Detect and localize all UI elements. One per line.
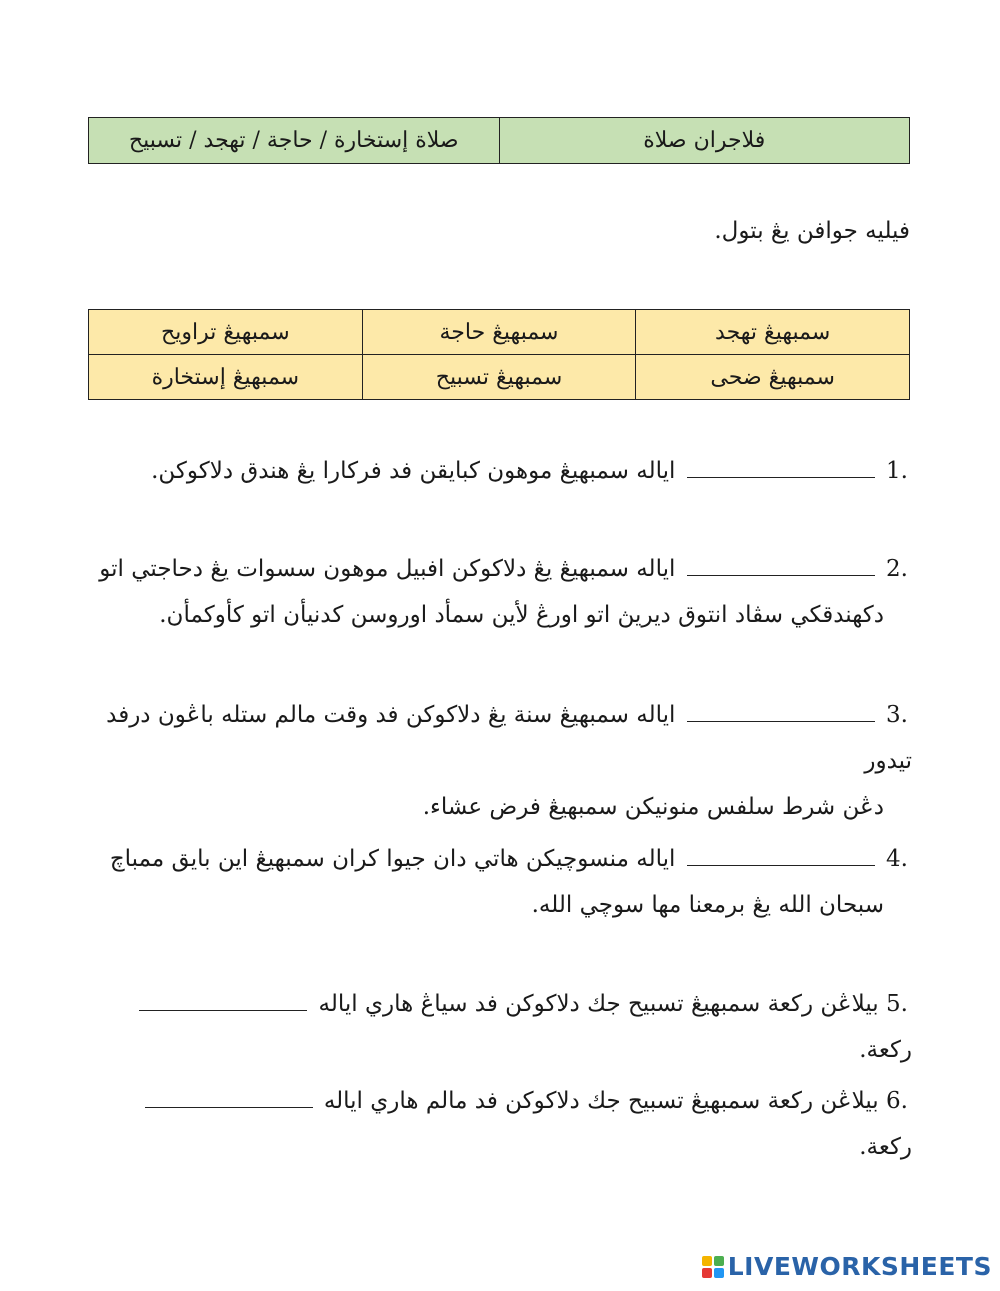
logo-text: LIVEWORKSHEETS [727, 1252, 992, 1281]
question-number: 2. [886, 556, 908, 582]
question-text-end: ركعة. [859, 1037, 912, 1063]
question-text: اياله منسوچيكن هاتي دان جيوا كران سمبهيڠ اين بايق ممباچ [109, 846, 676, 872]
answer-blank-5[interactable] [139, 988, 307, 1011]
answer-blank-3[interactable] [687, 699, 875, 722]
question-number: 4. [886, 846, 908, 872]
logo-square-red [702, 1268, 712, 1278]
question-number: 6. [886, 1088, 908, 1114]
answer-blank-4[interactable] [687, 843, 875, 866]
title-table [88, 117, 910, 164]
logo-square-blue [714, 1268, 724, 1278]
question-3 [90, 692, 912, 830]
word-bank-option: سمبهيڠ تراويح [89, 310, 363, 355]
question-text: اياله سمبهيڠ موهون كبايقن فد فركارا يڠ هندق دلاكوكن. [151, 458, 676, 484]
liveworksheets-logo [702, 1252, 992, 1281]
word-bank-option: سمبهيڠ تهجد [636, 310, 910, 355]
question-number: 3. [886, 702, 908, 728]
word-bank-option: سمبهيڠ حاجة [362, 310, 636, 355]
instruction-text: فيليه جوافن يڠ بتول. [714, 218, 910, 244]
question-1 [90, 448, 912, 494]
word-bank-table [88, 309, 910, 400]
question-text: اياله سمبهيڠ سنة يڠ دلاكوكن فد وقت مالم ستله باڠون درفد تيدور [106, 702, 912, 774]
word-bank-option: سمبهيڠ إستخارة [89, 355, 363, 400]
question-number: 5. [886, 991, 908, 1017]
answer-blank-2[interactable] [687, 553, 875, 576]
question-6 [90, 1078, 912, 1170]
question-text: بيلاڠن ركعة سمبهيڠ تسبيح جك دلاكوكن فد مالم هاري اياله [323, 1088, 879, 1114]
liveworksheets-logo-icon [702, 1256, 724, 1278]
logo-square-yellow [702, 1256, 712, 1266]
question-text-continued: دڠن شرط سلفس منونيكن سمبهيڠ فرض عشاء. [422, 794, 884, 820]
question-text-end: ركعة. [859, 1134, 912, 1160]
question-number: 1. [886, 458, 908, 484]
question-text: اياله سمبهيڠ يڠ دلاكوكن افبيل موهون سسوات يڠ دحاجتي اتو [99, 556, 676, 582]
word-bank-option: سمبهيڠ ضحى [636, 355, 910, 400]
word-bank-option: سمبهيڠ تسبيح [362, 355, 636, 400]
question-text-continued: سبحان الله يڠ برمعنا مها سوچي الله. [531, 892, 884, 918]
logo-square-green [714, 1256, 724, 1266]
answer-blank-1[interactable] [687, 455, 875, 478]
question-text: بيلاڠن ركعة سمبهيڠ تسبيح جك دلاكوكن فد سياڠ هاري اياله [318, 991, 879, 1017]
answer-blank-6[interactable] [145, 1085, 313, 1108]
title-topic-cell: فلاجران صلاة [499, 118, 910, 164]
question-4 [90, 836, 912, 928]
question-text-continued: دكهندقكي سڤاد انتوق ديريڽ اتو اورڠ لأين سمأد اوروسن كدنيأن اتو كأوكمأن. [159, 602, 884, 628]
question-2 [90, 546, 912, 638]
question-5 [90, 981, 912, 1073]
title-subtopic-cell: صلاة إستخارة / حاجة / تهجد / تسبيح [89, 118, 500, 164]
